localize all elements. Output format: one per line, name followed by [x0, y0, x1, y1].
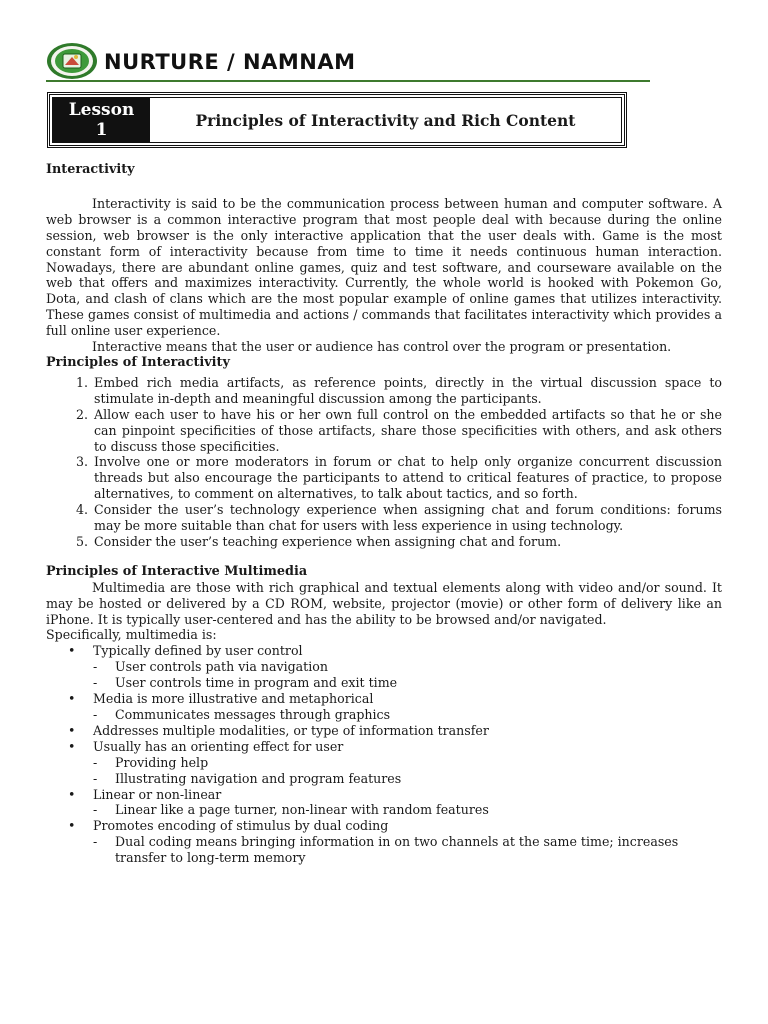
sub-text: Dual coding means bringing information in on two channels at the same time; increases transfer to long-term memory: [115, 834, 679, 866]
bullet-icon: •: [68, 818, 76, 834]
multimedia-bullet-list: [46, 643, 722, 866]
sub-item: [46, 771, 722, 787]
dash-icon: -: [93, 754, 98, 770]
sub-text: Communicates messages through graphics: [115, 707, 391, 722]
bullet-item: [46, 723, 722, 739]
list-item: 2. Allow each user to have his or her own full control on the embedded artifacts so that he or she can pinpoint specificities of those artifacts, share those specificities with others, and ask others to discuss those specificities.: [92, 407, 722, 455]
bullet-text: Linear or non-linear: [93, 786, 222, 802]
dash-icon: -: [93, 834, 98, 850]
lesson-banner-inner: [52, 97, 622, 143]
bullet-icon: •: [68, 722, 76, 738]
dash-icon: -: [93, 802, 98, 818]
bullet-item: [46, 691, 722, 707]
sub-item: [46, 802, 722, 818]
sub-text: Illustrating navigation and program features: [115, 770, 402, 786]
school-seal-logo-icon: [46, 42, 98, 80]
multimedia-intro: Specifically, multimedia is:: [46, 627, 217, 643]
bullet-icon: •: [68, 643, 76, 659]
header-divider: [46, 80, 650, 82]
sub-list: [46, 755, 722, 787]
interactivity-paragraph: Interactivity is said to be the communication process between human and computer software. A web browser is a common interactive program that most people deal with because during the online session, web browser is the only interactive application that the user deals with. Game is the most constant form of interactivity because from time to time it needs continuous human interaction. Nowadays, there are abundant online games, quiz and test software, and courseware available on the web that offers and maximizes interactivity. Currently, the whole world is hooked with Pokemon Go, Dota, and clash of clans which are the most popular example of online games that utilizes interactivity. These games consist of multimedia and actions / commands that facilitates interactivity which provides a full online user experience.: [46, 195, 722, 339]
sub-item: [46, 659, 722, 675]
list-item: 3. Involve one or more moderators in forum or chat to help only organize concurrent discussion threads but also encourage the participants to attend to critical features of practice, to propose alternatives, to comment on alternatives, to talk about tactics, and so forth.: [92, 454, 722, 502]
dash-icon: -: [93, 659, 98, 675]
sub-item: [46, 755, 722, 771]
multimedia-paragraph: Multimedia are those with rich graphical and textual elements along with video and/or sound. It may be hosted or delivered by a CD ROM, website, projector (movie) or other form of delivery like an iPhone. It is typically user-centered and has the ability to be browsed and/or navigated.: [46, 579, 722, 627]
bullet-text: Media is more illustrative and metaphorical: [93, 691, 374, 707]
list-item: 5. Consider the user’s teaching experience when assigning chat and forum.: [92, 534, 722, 550]
bullet-sublist-wrapper: [46, 707, 722, 723]
sub-list: [46, 834, 722, 866]
sub-item: [46, 834, 722, 866]
lesson-title: Principles of Interactivity and Rich Content: [195, 110, 576, 130]
dash-icon: -: [93, 675, 98, 691]
lesson-label: Lesson: [68, 100, 135, 120]
list-item: 1. Embed rich media artifacts, as reference points, directly in the virtual discussion space to stimulate in-depth and meaningful discussion among the participants.: [92, 375, 722, 407]
sub-text: User controls path via navigation: [115, 659, 328, 675]
sub-text: Linear like a page turner, non-linear with random features: [115, 802, 489, 818]
list-item: 4. Consider the user’s technology experience when assigning chat and forum conditions: forums may be more suitable than chat for users with less experience in using technology.: [92, 502, 722, 534]
bullet-text: Addresses multiple modalities, or type of information transfer: [93, 722, 489, 738]
interactive-definition: Interactive means that the user or audience has control over the program or presentation.: [92, 339, 672, 355]
section-heading-principles: Principles of Interactivity: [46, 354, 230, 370]
bullet-sublist-wrapper: [46, 802, 722, 818]
lesson-number: 1: [95, 120, 108, 140]
page-header: [46, 42, 652, 84]
document-body: [46, 162, 722, 866]
principles-list: [46, 375, 722, 550]
bullet-sublist-wrapper: [46, 834, 722, 866]
bullet-text: Typically defined by user control: [93, 643, 303, 659]
bullet-item: [46, 787, 722, 803]
bullet-icon: •: [68, 738, 76, 754]
bullet-item: [46, 739, 722, 755]
sub-list: [46, 707, 722, 723]
bullet-item: [46, 643, 722, 659]
sub-list: [46, 659, 722, 691]
bullet-item: [46, 818, 722, 834]
section-heading-multimedia: Principles of Interactive Multimedia: [46, 563, 308, 579]
bullet-icon: •: [68, 691, 76, 707]
bullet-icon: •: [68, 786, 76, 802]
bullet-text: Usually has an orienting effect for user: [93, 738, 344, 754]
sub-item: [46, 707, 722, 723]
bullet-sublist-wrapper: [46, 755, 722, 787]
sub-text: User controls time in program and exit time: [115, 675, 398, 691]
sub-list: [46, 802, 722, 818]
bullet-sublist-wrapper: [46, 659, 722, 691]
section-heading-interactivity: Interactivity: [46, 162, 135, 177]
sub-item: [46, 675, 722, 691]
brand-title: NURTURE / NAMNAM: [104, 50, 356, 74]
dash-icon: -: [93, 770, 98, 786]
lesson-banner: [47, 92, 627, 148]
bullet-text: Promotes encoding of stimulus by dual coding: [93, 818, 389, 834]
lesson-number-tag: [53, 98, 150, 142]
dash-icon: -: [93, 707, 98, 722]
sub-text: Providing help: [115, 754, 209, 770]
